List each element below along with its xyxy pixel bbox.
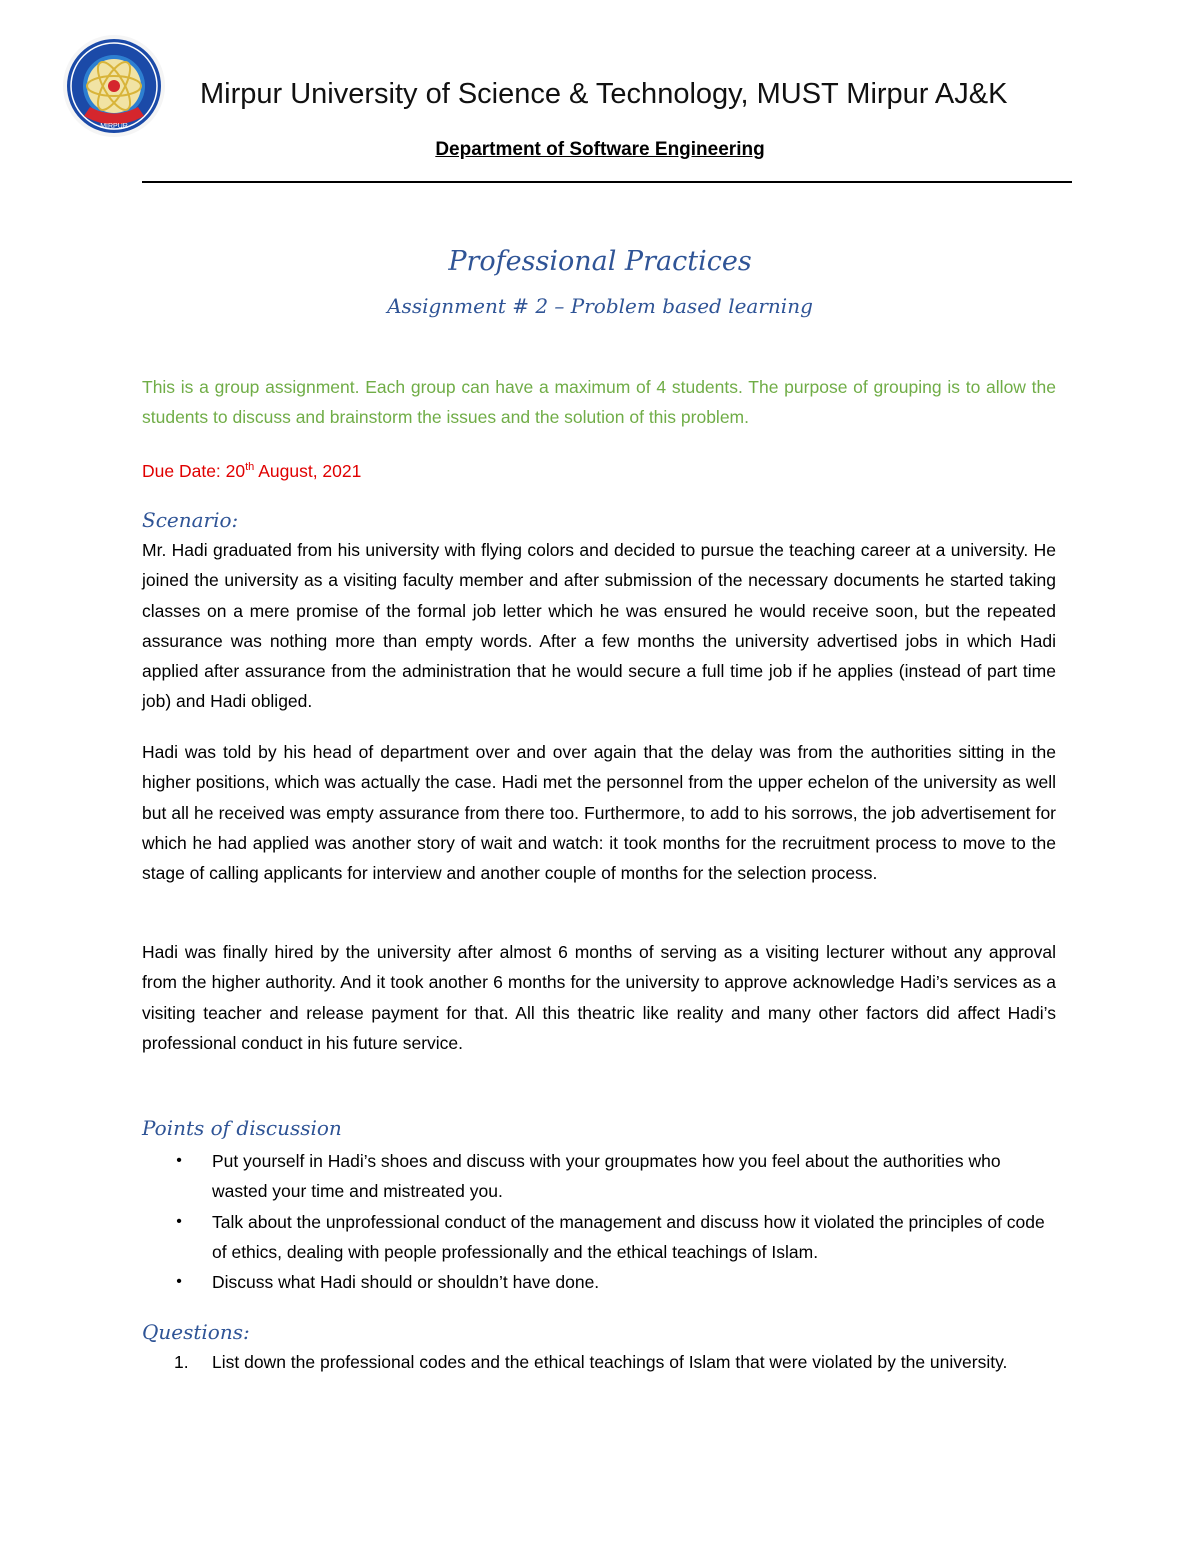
bullet-icon: •: [176, 1152, 182, 1169]
header-divider: [142, 181, 1072, 183]
discussion-list: [142, 1146, 1056, 1297]
scenario-paragraph-3: Hadi was finally hired by the university after almost 6 months of serving as a visiting lecturer without any approval from the higher authority. And it took another 6 months for the university to approve acknowledge Hadi’s services as a visiting teacher and release payment for that. All this theatric like reality and many other factors did affect Hadi’s professional conduct in his future service.: [142, 942, 1056, 1053]
bullet-icon: •: [176, 1212, 182, 1230]
assignment-title: Assignment # 2 – Problem based learning: [387, 294, 813, 318]
questions-list: [142, 1347, 1056, 1377]
discussion-item-text: Discuss what Hadi should or shouldn’t have done.: [212, 1272, 600, 1293]
question-number: 1.: [174, 1352, 189, 1372]
discussion-item: [142, 1207, 1056, 1268]
discussion-item: [142, 1146, 1056, 1207]
discussion-item-text: Put yourself in Hadi’s shoes and discuss with your groupmates how you feel about the authorities who wasted your time and mistreated you.: [212, 1151, 1001, 1202]
due-date-ordinal: th: [245, 461, 255, 474]
due-date-main: Due Date: 20: [142, 461, 246, 481]
due-date-rest: August, 2021: [254, 461, 362, 481]
bullet-icon: •: [176, 1273, 182, 1291]
assignment-instructions: This is a group assignment. Each group can have a maximum of 4 students. The purpose of grouping is to allow the students to discuss and brainstorm the issues and the solution of this problem.: [142, 377, 1056, 428]
course-title: Professional Practices: [448, 246, 752, 277]
question-item: [142, 1347, 1056, 1377]
questions-heading: Questions:: [142, 1320, 250, 1344]
due-date: [142, 456, 1056, 486]
discussion-item-text: Talk about the unprofessional conduct of the management and discuss how it violated the principles of code of ethics, dealing with people professionally and the ethical teachings of Islam.: [212, 1211, 1045, 1262]
discussion-heading: Points of discussion: [142, 1116, 342, 1140]
scenario-paragraph-2: Hadi was told by his head of department over and over again that the delay was from the authorities sitting in the higher positions, which was actually the case. Hadi met the personnel from the upper echelon of the university as well but all he received was empty assurance from there too. Furthermore, to add to his sorrows, the job advertisement for which he had applied was another story of wait and watch: it took months for the recruitment process to move to the stage of calling applicants for interview and another couple of months for the selection process.: [142, 742, 1056, 884]
question-text: List down the professional codes and the ethical teachings of Islam that were violated by the university.: [212, 1352, 1008, 1372]
university-title: Mirpur University of Science & Technology, MUST Mirpur AJ&K: [200, 78, 1008, 110]
svg-text:MIRPUR: MIRPUR: [100, 123, 128, 130]
discussion-item: [142, 1267, 1056, 1297]
university-logo: [58, 32, 170, 140]
department-title: Department of Software Engineering: [435, 139, 765, 160]
scenario-heading: Scenario:: [142, 508, 239, 532]
scenario-paragraph-1: Mr. Hadi graduated from his university with flying colors and decided to pursue the teaching career at a university. He joined the university as a visiting faculty member and after submission of the necessary documents he started taking classes on a mere promise of the formal job letter which he was ensured he would receive soon, but the repeated assurance was nothing more than empty words. After a few months the university advertised jobs in which Hadi applied after assurance from the administration that he would secure a full time job if he applies (instead of part time job) and Hadi obliged.: [142, 540, 1056, 712]
